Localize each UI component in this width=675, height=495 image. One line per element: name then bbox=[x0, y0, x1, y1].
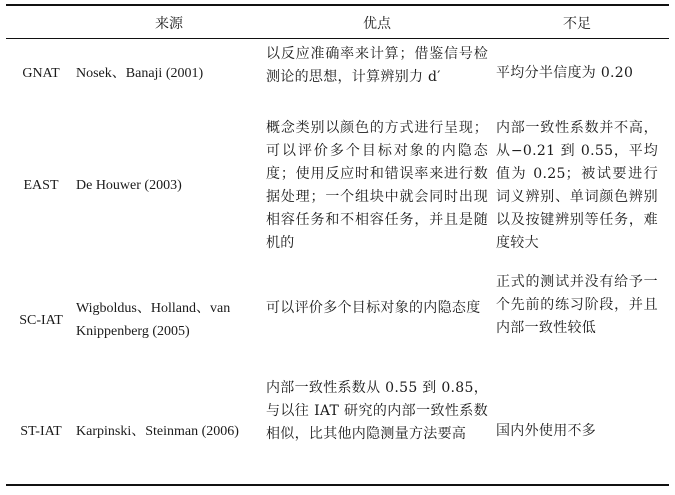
row-stiat-name: ST-IAT bbox=[20, 424, 62, 439]
top-rule bbox=[6, 4, 669, 6]
row-east-name: EAST bbox=[23, 178, 59, 193]
row-sciat-name: SC-IAT bbox=[19, 313, 63, 328]
row-gnat-disadvantage: 平均分半信度为 0.20 bbox=[496, 65, 634, 81]
row-stiat-source: Karpinski、Steinman (2006) bbox=[76, 424, 239, 439]
row-gnat-name: GNAT bbox=[22, 66, 60, 81]
row-east-advantage: 概念类别以颜色的方式进行呈现；可以评价多个目标对象的内隐态度；使用反应时和错误率来进行数据处理；一个组块中就会同时出现相容任务和不相容任务，并且是随机的 bbox=[266, 120, 488, 251]
row-stiat-disadvantage: 国内外使用不多 bbox=[496, 423, 597, 439]
row-east-source: De Houwer (2003) bbox=[76, 178, 182, 193]
header-rule bbox=[6, 38, 669, 39]
row-stiat-advantage: 内部一致性系数从 0.55 到 0.85，与以往 IAT 研究的内部一致性系数相似，比其他内隐测量方法要高 bbox=[266, 380, 488, 442]
header-advantage: 优点 bbox=[363, 16, 391, 32]
row-east-disadvantage: 内部一致性系数并不高，从−0.21 到 0.55，平均值为 0.25；被试要进行词义辨别、单词颜色辨别以及按键辨别等任务，难度较大 bbox=[496, 120, 658, 251]
row-sciat-source: Wigboldus、Holland、van Knippenberg (2005) bbox=[76, 301, 231, 339]
bottom-rule bbox=[6, 484, 669, 486]
header-disadvantage: 不足 bbox=[563, 16, 591, 32]
header-source: 来源 bbox=[155, 16, 183, 32]
row-sciat-disadvantage: 正式的测试并没有给予一个先前的练习阶段，并且内部一致性较低 bbox=[496, 274, 658, 336]
row-gnat-source: Nosek、Banaji (2001) bbox=[76, 66, 204, 81]
row-gnat-advantage: 以反应准确率来计算；借鉴信号检测论的思想，计算辨别力 d′ bbox=[266, 46, 488, 85]
row-sciat-advantage: 可以评价多个目标对象的内隐态度 bbox=[266, 300, 481, 316]
